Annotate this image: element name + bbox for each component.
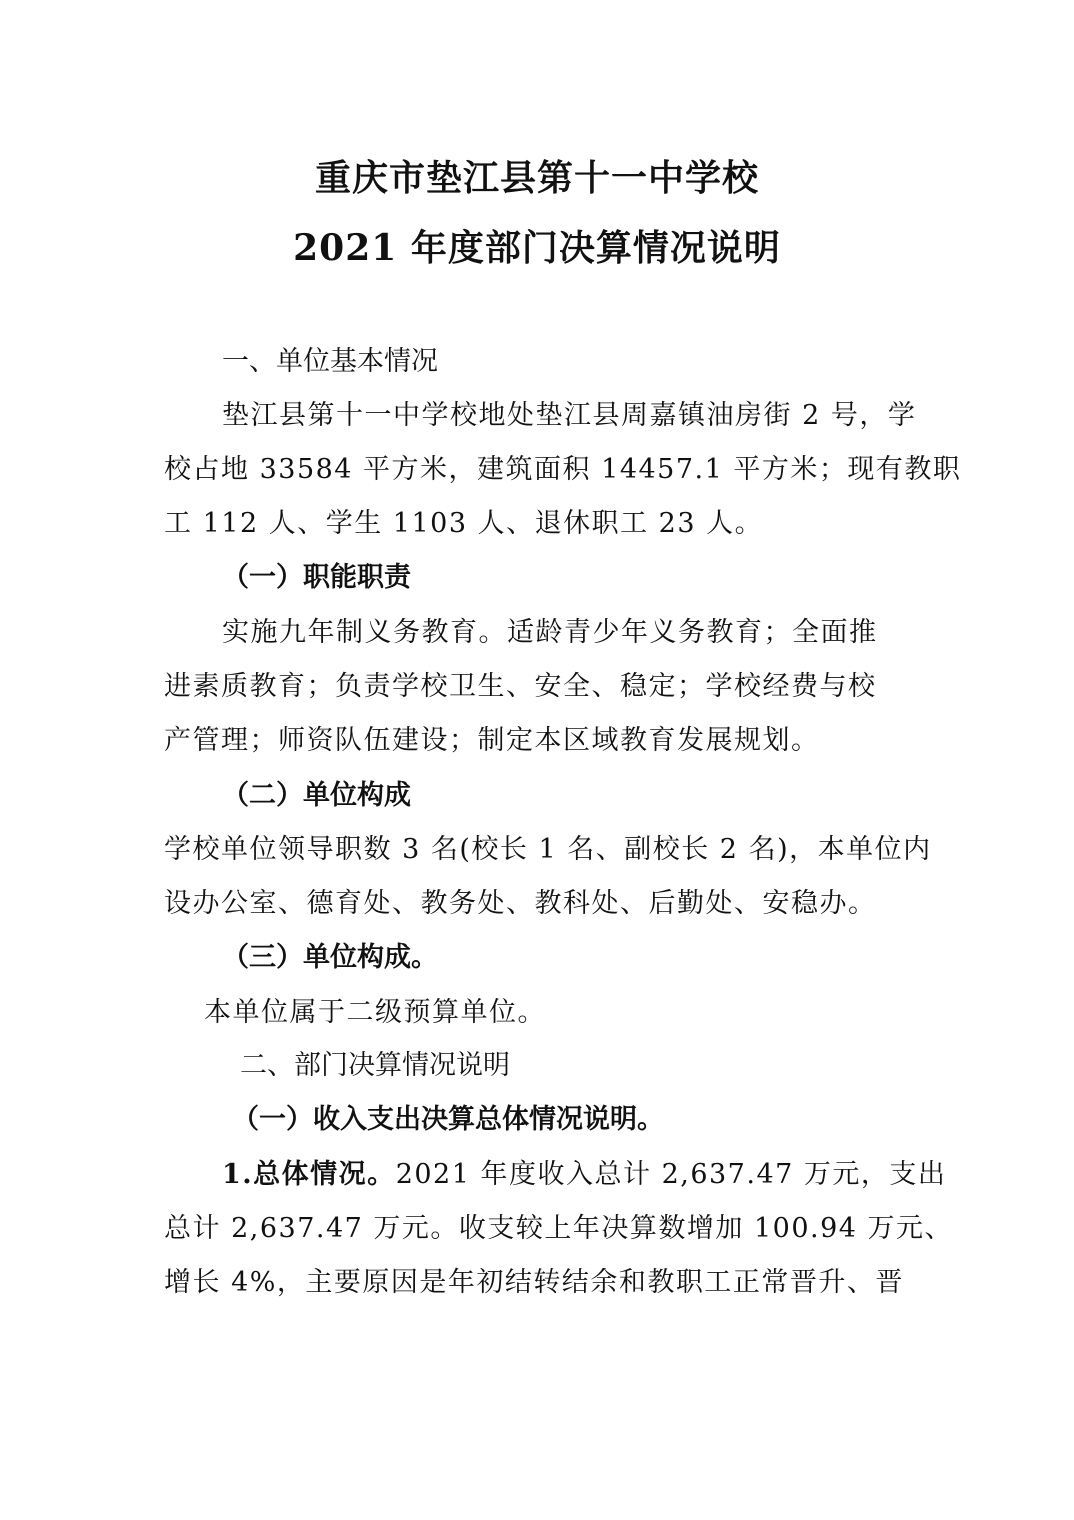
section-heading-basic-info: 一、单位基本情况 <box>222 346 438 377</box>
overall-lead-label: 1.总体情况。 <box>222 1159 396 1190</box>
paragraph-line: 本单位属于二级预算单位。 <box>204 997 546 1028</box>
document-title-line-1: 重庆市垫江县第十一中学校 <box>314 157 759 199</box>
paragraph-line: 增长 4%，主要原因是年初结转结余和教职工正常晋升、晋 <box>164 1267 904 1298</box>
paragraph-line: 总计 2,637.47 万元。收支较上年决算数增加 100.94 万元、 <box>164 1213 954 1244</box>
subsection-heading-composition-2: （三）单位构成。 <box>222 942 438 973</box>
paragraph-line: 实施九年制义务教育。适龄青少年义务教育；全面推 <box>222 617 878 648</box>
paragraph-line: 产管理；师资队伍建设；制定本区域教育发展规划。 <box>164 725 820 756</box>
paragraph-line <box>222 1155 946 1195</box>
subsection-heading-duties: （一）职能职责 <box>222 562 411 593</box>
section-heading-final-accounts: 二、部门决算情况说明 <box>240 1050 510 1081</box>
paragraph-line: 校占地 33584 平方米，建筑面积 14457.1 平方米；现有教职 <box>164 454 962 485</box>
paragraph-line: 设办公室、德育处、教务处、教科处、后勤处、安稳办。 <box>164 888 877 919</box>
subsection-heading-composition: （二）单位构成 <box>222 780 411 811</box>
overall-text: 2021 年度收入总计 2,637.47 万元，支出 <box>395 1159 947 1190</box>
document-title-line-2: 2021 年度部门决算情况说明 <box>293 227 781 269</box>
paragraph-line: 垫江县第十一中学校地处垫江县周嘉镇油房街 2 号，学 <box>222 400 917 431</box>
paragraph-line: 进素质教育；负责学校卫生、安全、稳定；学校经费与校 <box>164 671 877 702</box>
paragraph-line: 工 112 人、学生 1103 人、退休职工 23 人。 <box>164 508 764 539</box>
subsection-heading-income-expense: （一）收入支出决算总体情况说明。 <box>232 1104 664 1135</box>
paragraph-line: 学校单位领导职数 3 名(校长 1 名、副校长 2 名)，本单位内 <box>164 834 932 865</box>
